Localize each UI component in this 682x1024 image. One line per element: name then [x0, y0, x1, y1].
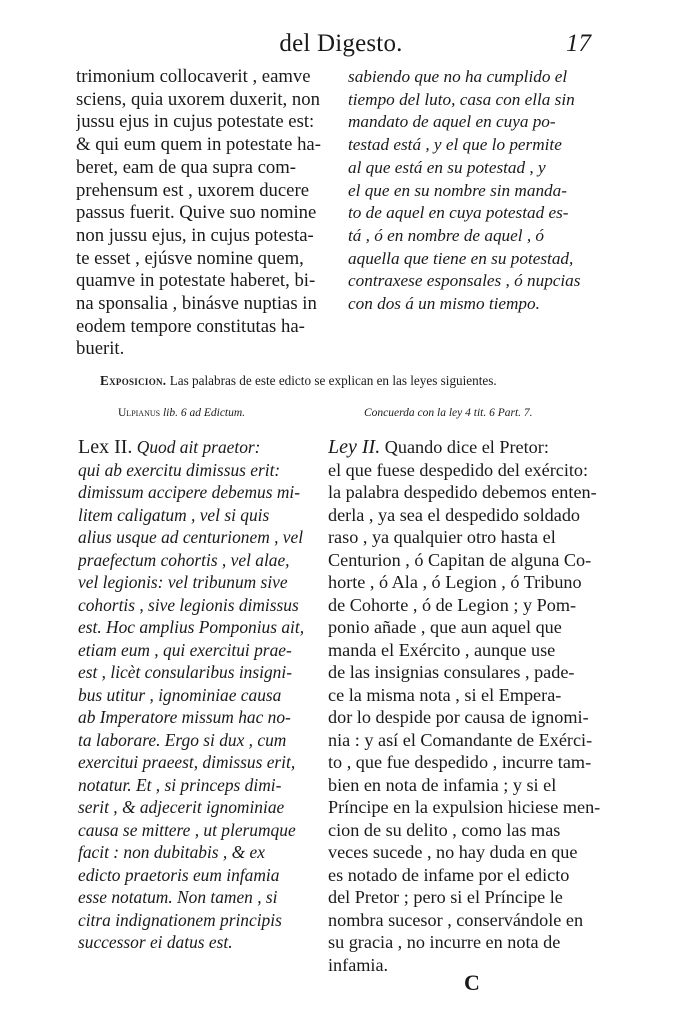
text-line: al que está en su potestad , y — [348, 157, 546, 177]
spanish-text-column-bottom — [328, 436, 608, 976]
ley-heading-rest: Quando dice el Pretor: — [384, 437, 549, 457]
law-heading-rest: Quod ait praetor: — [136, 437, 261, 457]
text-line: infamia. — [328, 954, 389, 975]
text-line: exercitui praeest, dimissus erit, — [78, 752, 296, 772]
text-line: prehensum est , uxorem ducere — [76, 179, 309, 201]
text-line: el que en su nombre sin manda- — [348, 180, 567, 200]
text-line: causa se mittere , ut plerumque — [78, 819, 296, 840]
source-citation-latin — [118, 407, 338, 419]
signature-mark: C — [464, 970, 480, 995]
text-line: serit , & adjecerit ignominiae — [78, 797, 285, 817]
text-line: es notado de infame por el edicto — [328, 864, 570, 885]
latin-text-column-bottom — [78, 436, 316, 954]
text-line: mandato de aquel en cuya po- — [348, 112, 556, 132]
text-line: sciens, quia uxorem duxerit, non — [76, 88, 320, 110]
spanish-law-heading-line — [328, 436, 608, 459]
text-line: nombra sucesor , conservándole en — [328, 909, 584, 930]
text-line: passus fuerit. Quive suo nomine — [76, 202, 317, 224]
text-line: beret, eam de qua supra com- — [76, 156, 296, 178]
text-line: tá , ó en nombre de aquel , ó — [348, 225, 545, 245]
text-line: raso , ya qualquier otro hasta el — [328, 527, 556, 547]
text-line: jussu ejus in cujus potestate est: — [76, 111, 315, 133]
source-reference: lib. 6 ad Edictum. — [162, 407, 246, 419]
text-line: Príncipe en la expulsion hiciese men- — [328, 797, 601, 817]
exposicion-label: Exposicion. — [100, 373, 167, 388]
law-heading: Lex II. — [78, 436, 133, 458]
text-line: ta laborare. Ergo si dux , cum — [78, 729, 287, 750]
text-line: el que fuese despedido del exército: — [328, 459, 589, 480]
spanish-text-column-top — [348, 66, 610, 316]
text-line: cion de su delito , como las mas — [328, 819, 561, 840]
text-line: esse notatum. Non tamen , si — [78, 887, 278, 907]
text-line: ab Imperatore missum hac no- — [78, 707, 291, 727]
text-line: facit : non dubitabis , & ex — [78, 842, 265, 862]
text-line: la palabra despedido debemos enten- — [328, 482, 597, 502]
source-citation-spanish: Concuerda con la ley 4 tit. 6 Part. 7. — [364, 407, 533, 419]
text-line: successor ei datus est. — [78, 932, 233, 952]
text-line: de Cohorte , ó de Legion ; y Pom- — [328, 594, 577, 615]
text-line: con dos á un mismo tiempo. — [348, 294, 540, 314]
text-line: dimissum accipere debemus mi- — [78, 482, 301, 502]
text-line: nia : y así el Comandante de Exérci- — [328, 729, 593, 750]
text-line: veces sucede , no hay duda en que — [328, 842, 578, 862]
latin-law-heading-line — [78, 436, 316, 459]
text-line: non jussu ejus, in cujus potesta- — [76, 224, 314, 246]
text-line: del Pretor ; pero si el Príncipe le — [328, 887, 563, 907]
text-line: eodem tempore constitutas ha- — [76, 315, 305, 337]
text-line: manda el Exército , aunque use — [328, 639, 556, 660]
text-line: to de aquel en cuya potestad es- — [348, 203, 569, 223]
text-line: te esset , ejúsve nomine quem, — [76, 247, 304, 269]
text-line: qui ab exercitu dimissus erit: — [78, 459, 281, 480]
text-line: ce la misma nota , si el Empera- — [328, 684, 562, 705]
text-line: notatur. Et , si princeps dimi- — [78, 774, 282, 795]
text-line: cohortis , sive legionis dimissus — [78, 594, 299, 615]
text-line: buerit. — [76, 338, 125, 360]
text-line: su gracia , no incurre en nota de — [328, 932, 561, 952]
text-line: testad está , y el que lo permite — [348, 135, 562, 155]
text-line: to , que fue despedido , incurre tam- — [328, 752, 592, 772]
text-line: bus utitur , ignominiae causa — [78, 684, 282, 705]
text-line: ponio añade , que aun aquel que — [328, 617, 562, 637]
text-line: edicto praetoris eum infamia — [78, 864, 280, 885]
text-line: est. Hoc amplius Pomponius ait, — [78, 617, 305, 637]
ley-heading: Ley II. — [328, 436, 381, 458]
text-line: dor lo despide por causa de ignomi- — [328, 707, 589, 727]
text-line: vel legionis: vel tribunum sive — [78, 572, 288, 592]
page-number: 17 — [566, 30, 591, 57]
text-line: bien en nota de infamia ; y si el — [328, 774, 557, 795]
text-line: horte , ó Ala , ó Legion , ó Tribuno — [328, 572, 582, 592]
text-line: citra indignationem principis — [78, 909, 282, 930]
latin-text-column-top — [76, 66, 330, 361]
exposicion-text: Las palabras de este edicto se explican en las leyes siguientes. — [169, 373, 497, 388]
text-line: Centurion , ó Capitan de alguna Co- — [328, 549, 592, 570]
text-line: praefectum cohortis , vel alae, — [78, 549, 290, 570]
text-line: & qui eum quem in potestate ha- — [76, 134, 321, 156]
text-line: derla , ya sea el despedido soldado — [328, 504, 581, 525]
text-line: aquella que tiene en su potestad, — [348, 248, 574, 268]
text-line: quamve in potestate haberet, bi- — [76, 270, 316, 292]
text-line: est , licèt consularibus insigni- — [78, 662, 292, 682]
text-line: contraxese esponsales , ó nupcias — [348, 271, 581, 291]
text-line: etiam eum , qui exercitui prae- — [78, 639, 292, 660]
text-line: alius usque ad centurionem , vel — [78, 527, 304, 547]
exposicion-note — [100, 373, 620, 389]
text-line: trimonium collocaverit , eamve — [76, 66, 311, 87]
text-line: na sponsalia , binásve nuptias in — [76, 293, 317, 315]
text-line: sabiendo que no ha cumplido el — [348, 67, 568, 86]
text-line: tiempo del luto, casa con ella sin — [348, 89, 575, 109]
source-author: Ulpianus — [118, 407, 161, 419]
running-header-title: del Digesto. — [279, 30, 403, 57]
text-line: de las insignias consulares , pade- — [328, 662, 575, 682]
text-line: litem caligatum , vel si quis — [78, 504, 270, 525]
